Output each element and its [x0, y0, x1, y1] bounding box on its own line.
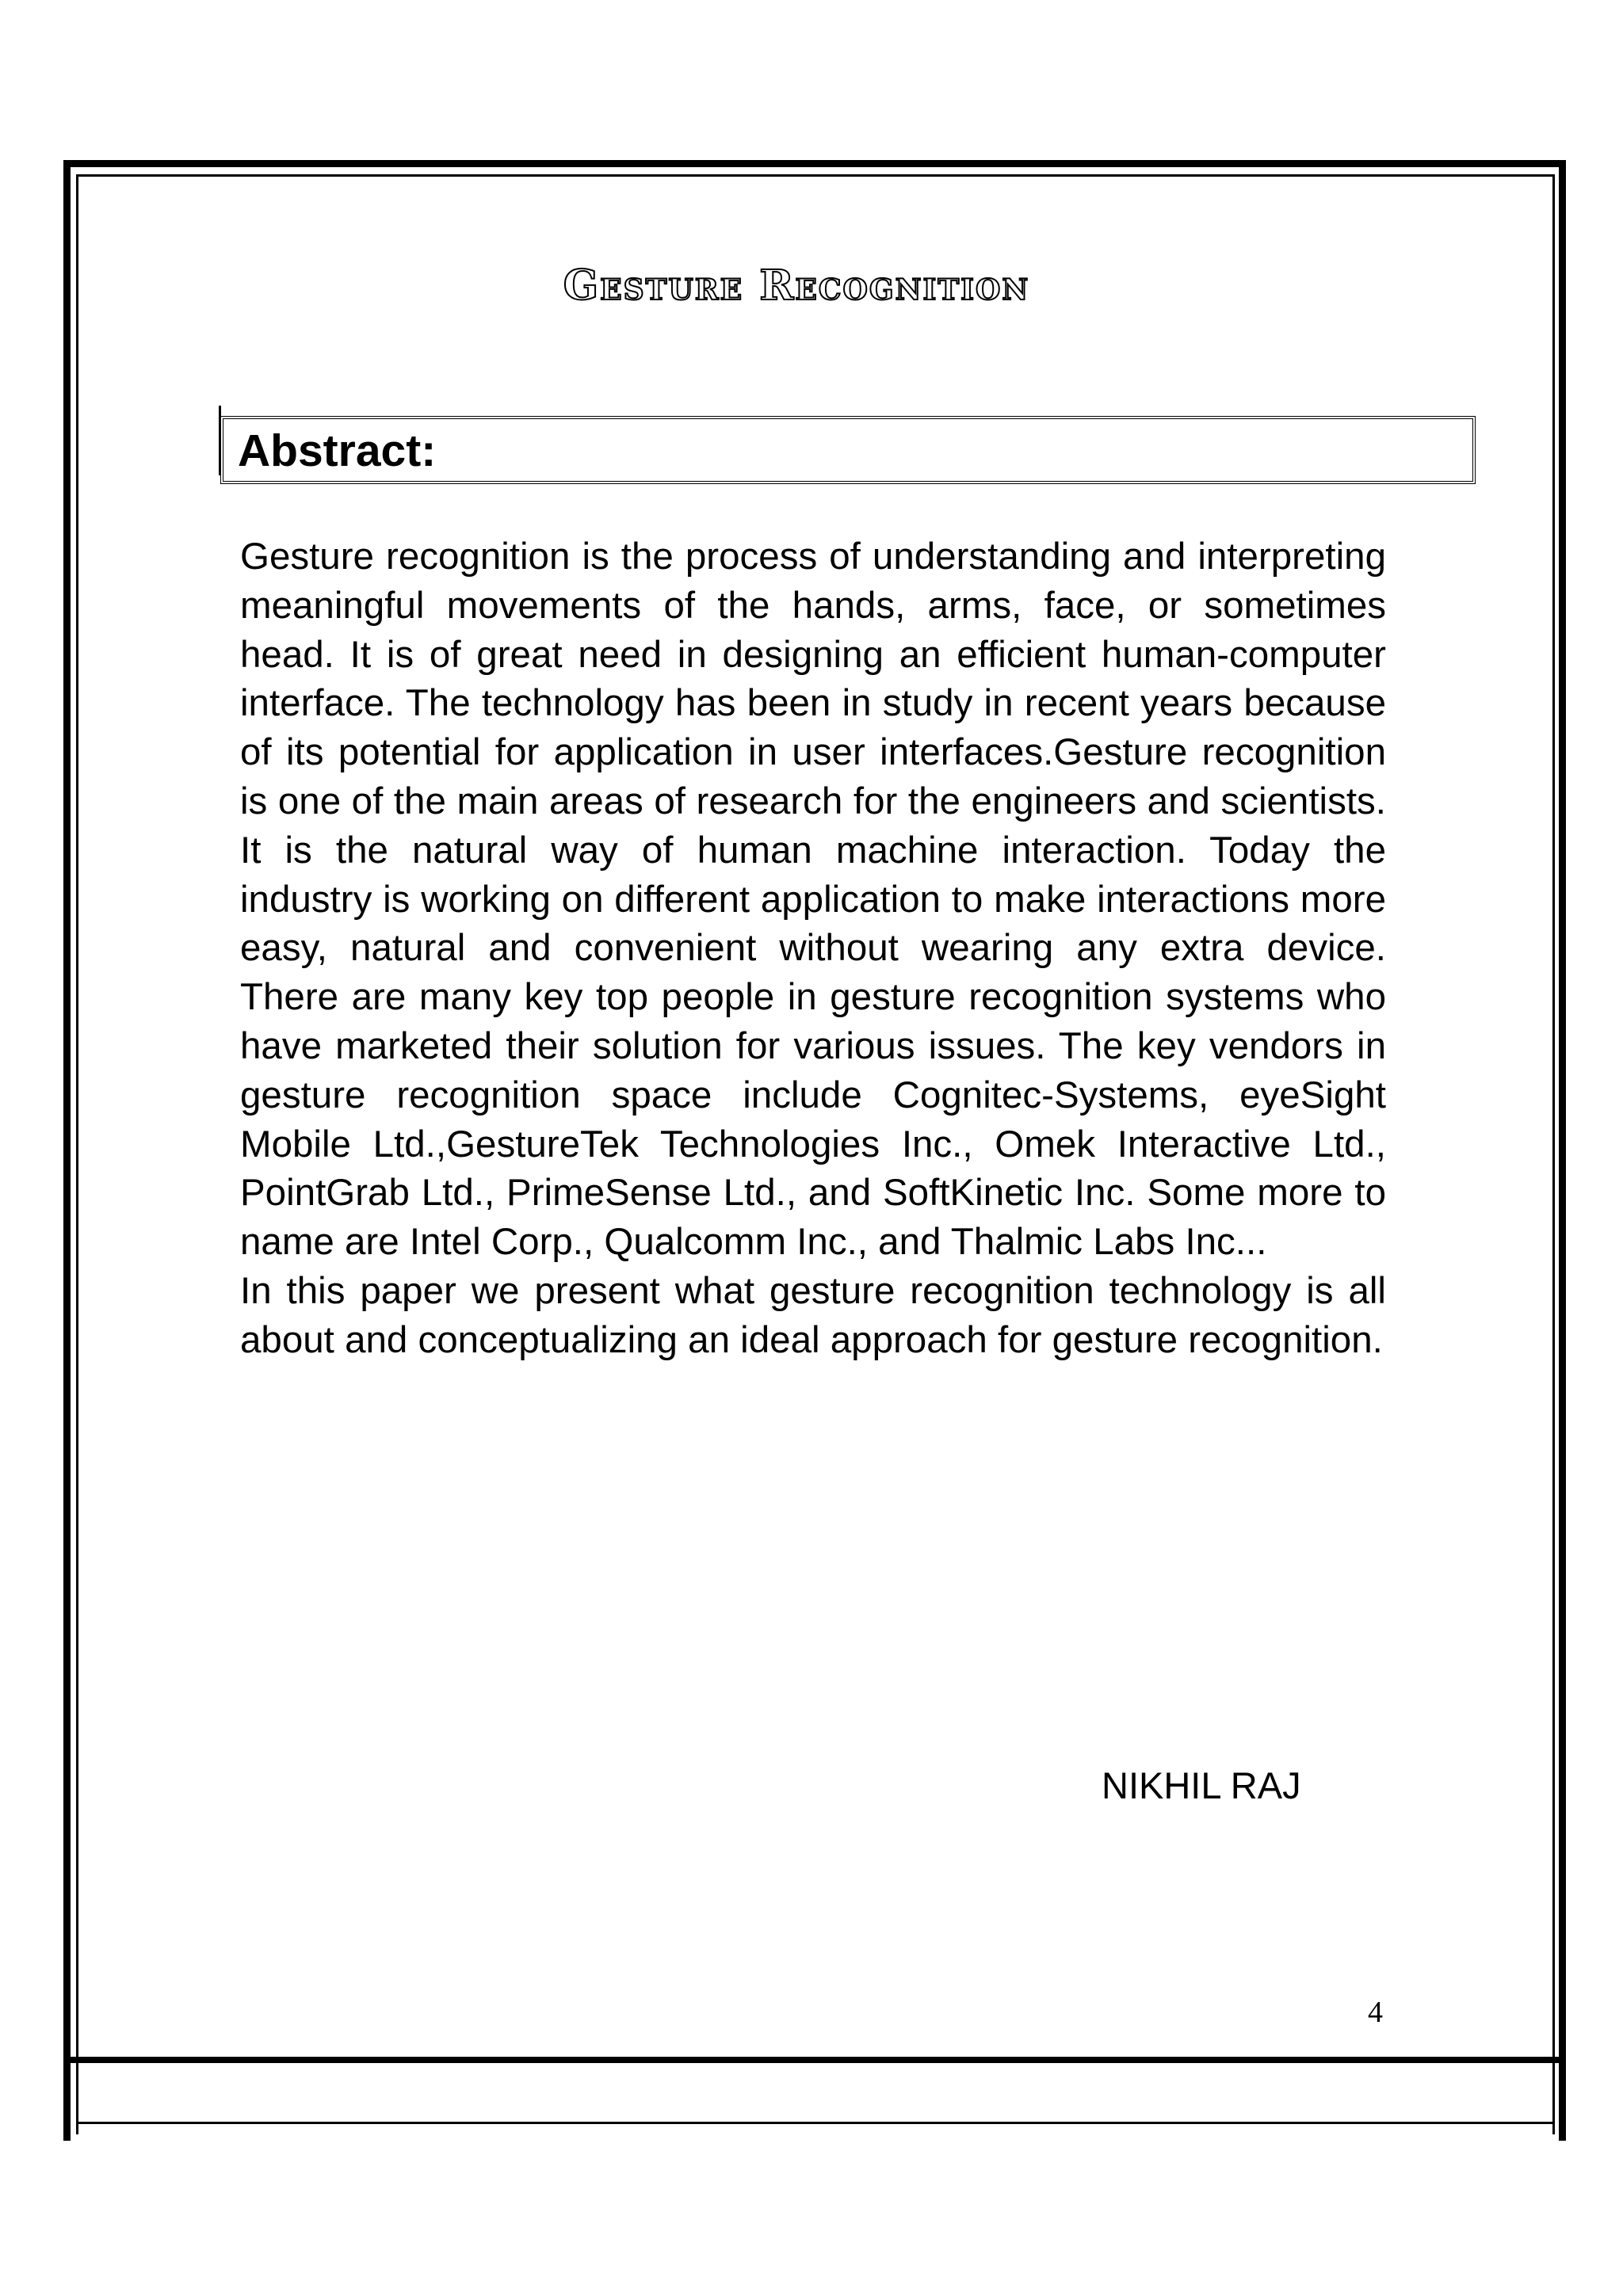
- page-title: Gesture Recognition: [563, 261, 1030, 310]
- page-number: 4: [1368, 1996, 1383, 2029]
- footer-rule-thin: [76, 2122, 1555, 2124]
- abstract-paragraph-2: In this paper we present what gesture recognition technology is all about and conceptualizing an ideal approach for gesture recognition.: [240, 1269, 1386, 1361]
- abstract-paragraph-1: Gesture recognition is the process of understanding and interpreting meaningful movements of the hands, arms, face, or sometimes head. It is of great need in designing an efficient human-computer interface. The technology has been in study in recent years because of its potential for application in user interfaces.Gesture recognition is one of the main areas of research for the engineers and scientists. It is the natural way of human machine interaction. Today the industry is working on different application to make interactions more easy, natural and convenient without wearing any extra device. There are many key top people in gesture recognition systems who have marketed their solution for various issues. The key vendors in gesture recognition space include Cognitec-Systems, eyeSight Mobile Ltd.,GestureTek Technologies Inc., Omek Interactive Ltd., PointGrab Ltd., PrimeSense Ltd., and SoftKinetic Inc. Some more to name are Intel Corp., Qualcomm Inc., and Thalmic Labs Inc...: [240, 536, 1386, 1264]
- abstract-heading: Abstract:: [238, 425, 437, 476]
- author-name: NIKHIL RAJ: [1102, 1764, 1301, 1806]
- footer-rule-thick: [63, 2057, 1566, 2063]
- abstract-body: [240, 532, 1386, 1365]
